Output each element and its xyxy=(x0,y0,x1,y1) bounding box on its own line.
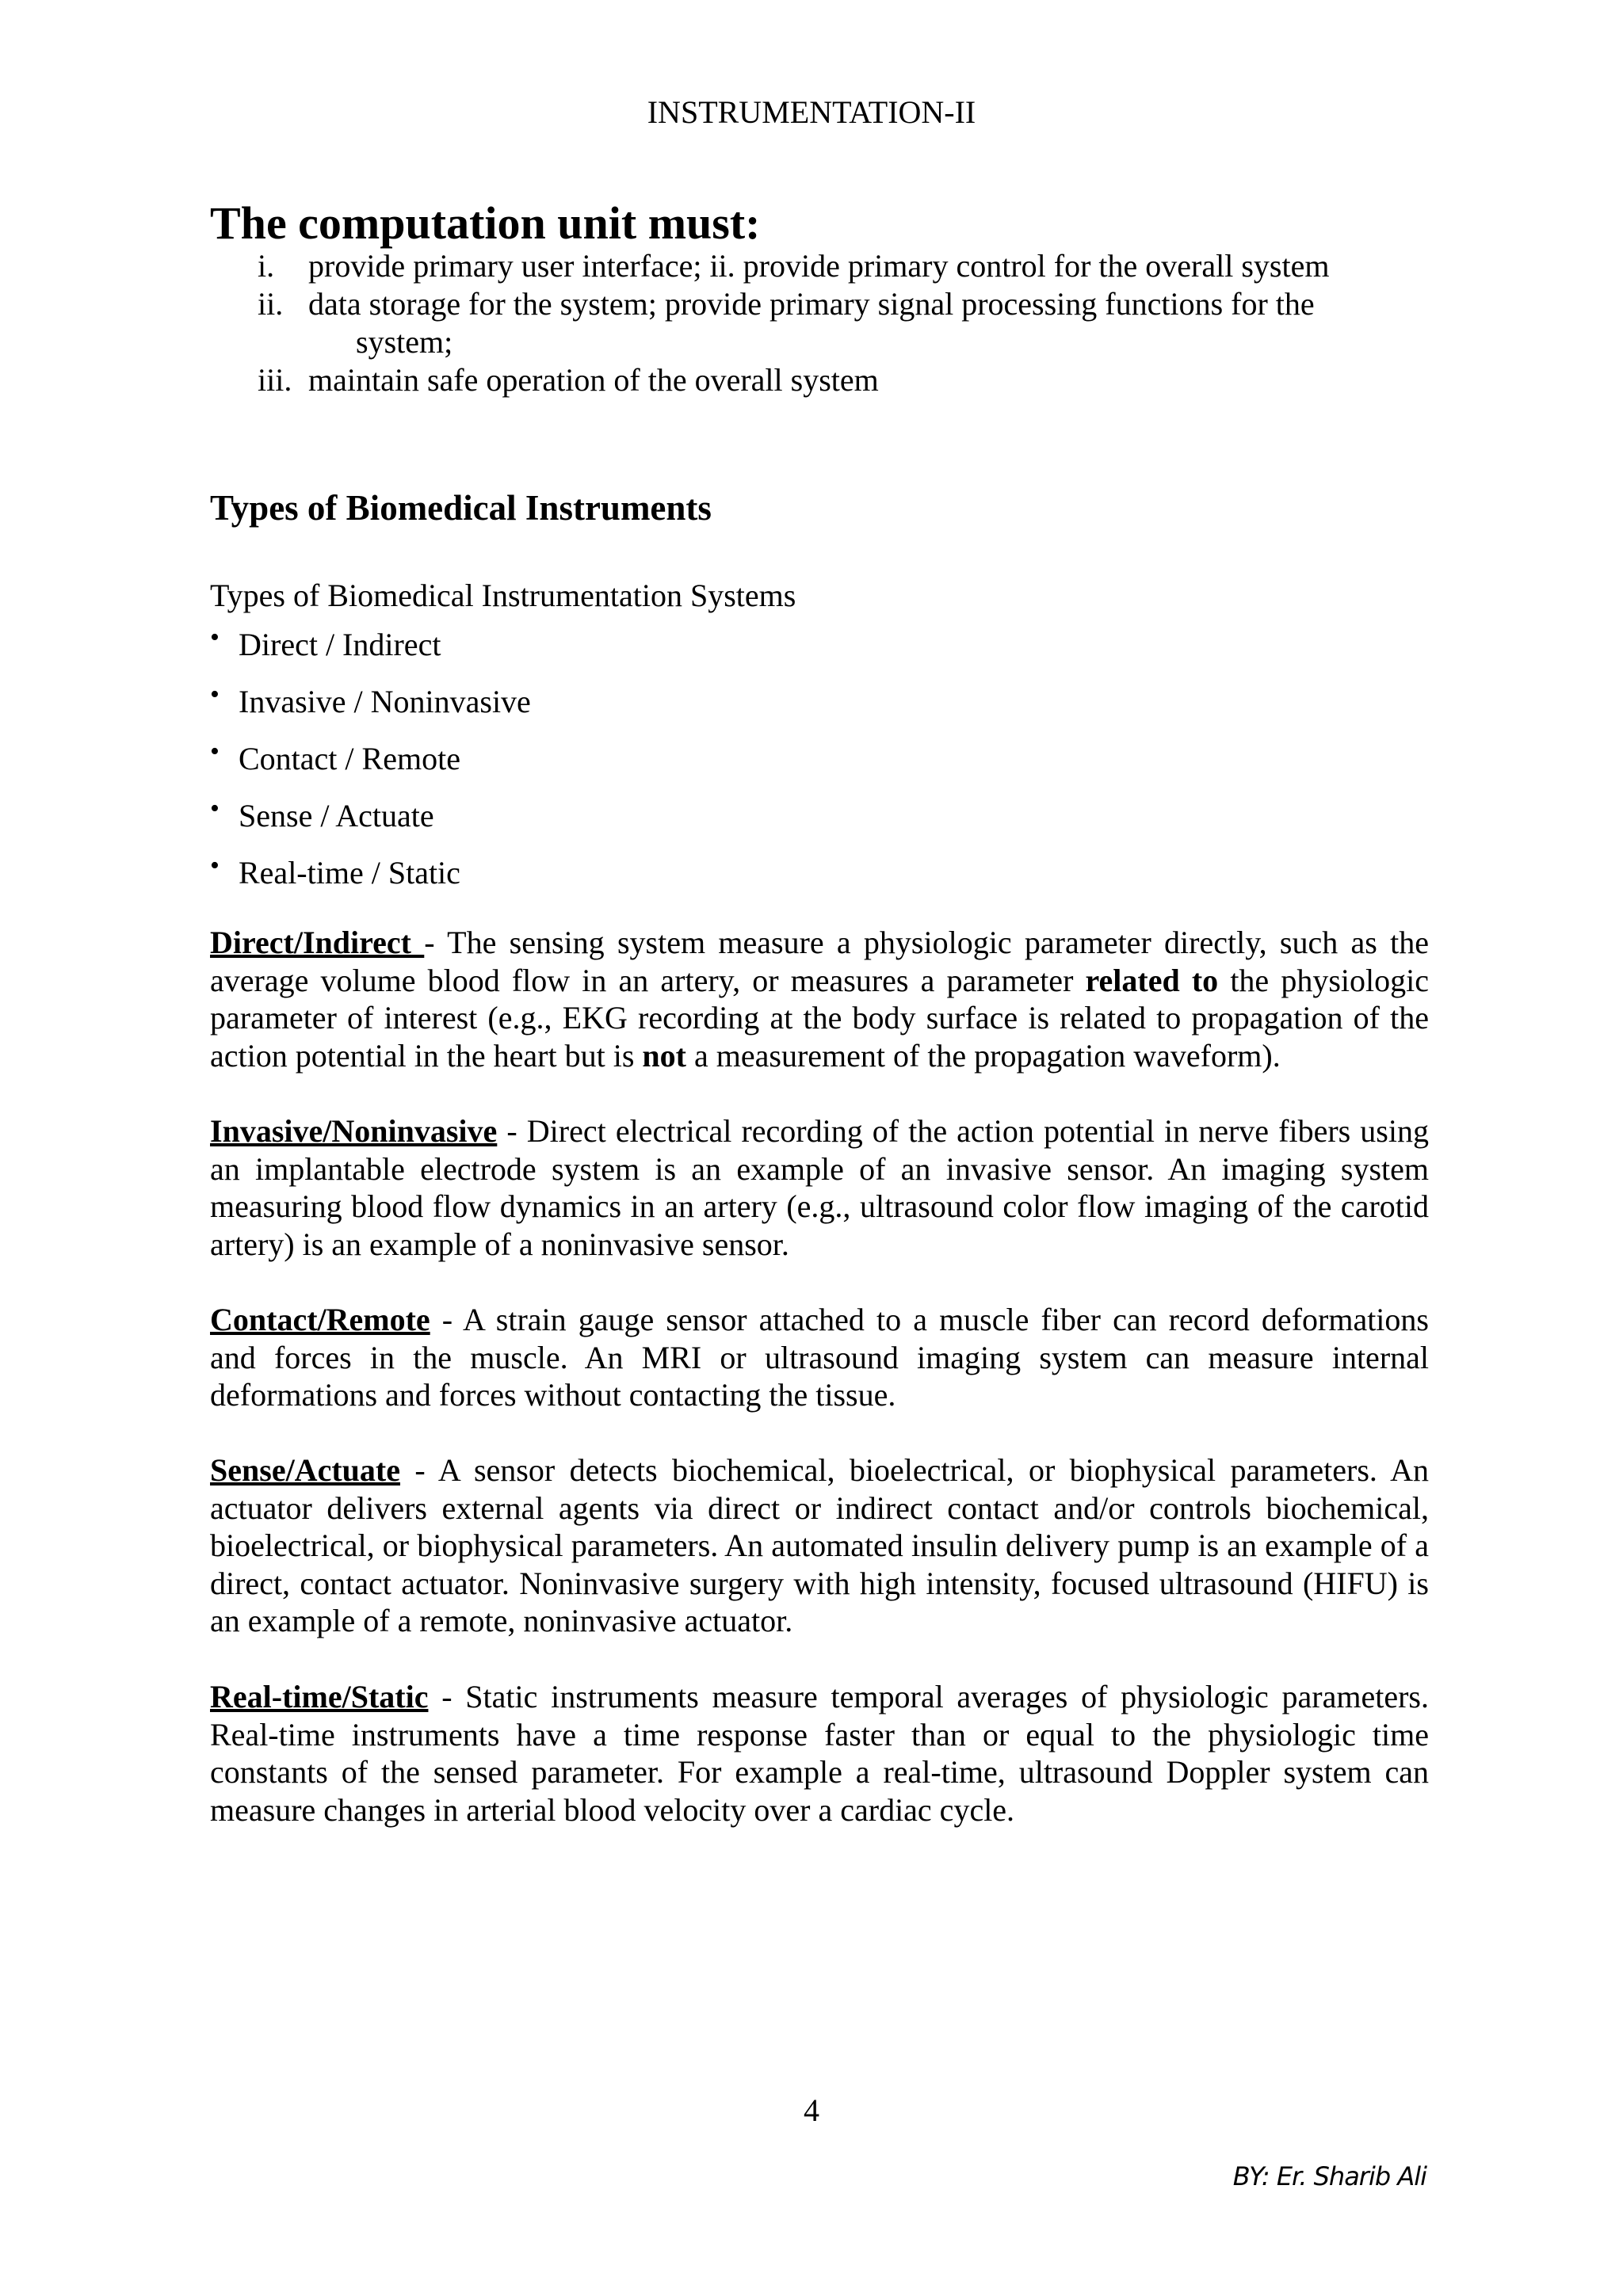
bullet-icon: • xyxy=(210,680,220,709)
bullet-item xyxy=(210,737,531,797)
bullet-icon: • xyxy=(210,851,220,880)
bullet-item xyxy=(210,794,531,854)
bullet-text: Sense / Actuate xyxy=(239,798,434,833)
list-item-text: data storage for the system; provide primary signal processing functions for the xyxy=(308,286,1315,322)
list-item-number: i. xyxy=(258,248,275,284)
bullet-text: Contact / Remote xyxy=(239,741,460,776)
term-sense-actuate: Sense/Actuate xyxy=(210,1452,400,1488)
term-invasive-noninvasive: Invasive/Noninvasive xyxy=(210,1113,498,1149)
list-item-text: maintain safe operation of the overall system xyxy=(308,362,879,398)
paragraph-text: the physiologic parameter of interest (e.g., EKG recording at the body surface is related to propagation of the action potential in the heart but is xyxy=(210,962,1429,1074)
paragraph-text: - A sensor detects biochemical, bioelectrical, or biophysical parameters. An actuator delivers external agents via direct or indirect contact and/or controls biochemical, bioelectrical, or biophysical parameters. An automated insulin delivery pump is an example of a direct, contact actuator. Noninvasive surgery with high intensity, focused ultrasound (HIFU) is an example of a remote, noninvasive actuator. xyxy=(210,1452,1429,1638)
list-item xyxy=(258,361,1430,399)
paragraph-text: - Direct electrical recording of the action potential in nerve fibers using an implantable electrode system is an example of an invasive sensor. An imaging system measuring blood flow dynamics in an artery (e.g., ultrasound color flow imaging of the carotid artery) is an example of a noninvasive sensor. xyxy=(210,1113,1429,1262)
paragraph-text: - Static instruments measure temporal averages of physiologic parameters. Real-time instruments have a time response faster than or equal to the physiologic time constants of the sensed parameter. For example a real-time, ultrasound Doppler system can measure changes in arterial blood velocity over a cardiac cycle. xyxy=(210,1679,1429,1828)
bold-text: related to xyxy=(1085,962,1219,998)
bullet-text: Real-time / Static xyxy=(239,855,460,891)
list-item-continuation: system; xyxy=(356,324,453,360)
list-item-text: provide primary user interface; ii. provide primary control for the overall system xyxy=(308,248,1330,284)
paragraph-invasive-noninvasive xyxy=(210,1112,1429,1263)
paragraph-text: - A strain gauge sensor attached to a muscle fiber can record deformations and forces in the muscle. An MRI or ultrasound imaging system can measure internal deformations and forces without contacting the tissue. xyxy=(210,1302,1429,1413)
list-item xyxy=(258,285,1430,323)
page-number: 4 xyxy=(804,2092,819,2128)
bullet-text: Direct / Indirect xyxy=(239,627,441,662)
bullet-icon: • xyxy=(210,623,220,652)
bold-text: not xyxy=(642,1037,686,1074)
bullet-item xyxy=(210,851,531,911)
paragraph-sense-actuate xyxy=(210,1451,1429,1640)
types-bullet-list xyxy=(210,623,531,911)
bullet-icon: • xyxy=(210,737,220,766)
list-item-number: iii. xyxy=(258,362,292,398)
author-signature: BY: Er. Sharib Ali xyxy=(1232,2161,1426,2191)
paragraph-text: - The sensing system measure a physiologic parameter directly, such as the average volume blood flow in an artery, or measures a parameter xyxy=(210,925,1429,998)
list-item-number: ii. xyxy=(258,286,284,322)
bullet-item xyxy=(210,680,531,740)
page-header-title: INSTRUMENTATION-II xyxy=(647,94,976,130)
paragraph-direct-indirect xyxy=(210,924,1429,1074)
list-item xyxy=(258,247,1430,285)
types-intro: Types of Biomedical Instrumentation Systems xyxy=(210,578,796,613)
paragraph-realtime-static xyxy=(210,1678,1429,1829)
bullet-text: Invasive / Noninvasive xyxy=(239,684,531,719)
term-realtime-static: Real-time/Static xyxy=(210,1679,429,1714)
term-direct-indirect: Direct/Indirect xyxy=(210,925,425,960)
bullet-item xyxy=(210,623,531,683)
paragraph-contact-remote xyxy=(210,1301,1429,1414)
computation-list xyxy=(258,247,1430,399)
paragraph-text: a measurement of the propagation waveform). xyxy=(686,1037,1281,1074)
term-contact-remote: Contact/Remote xyxy=(210,1302,430,1337)
bullet-icon: • xyxy=(210,794,220,823)
types-heading: Types of Biomedical Instruments xyxy=(210,488,712,528)
computation-heading: The computation unit must: xyxy=(210,197,761,249)
